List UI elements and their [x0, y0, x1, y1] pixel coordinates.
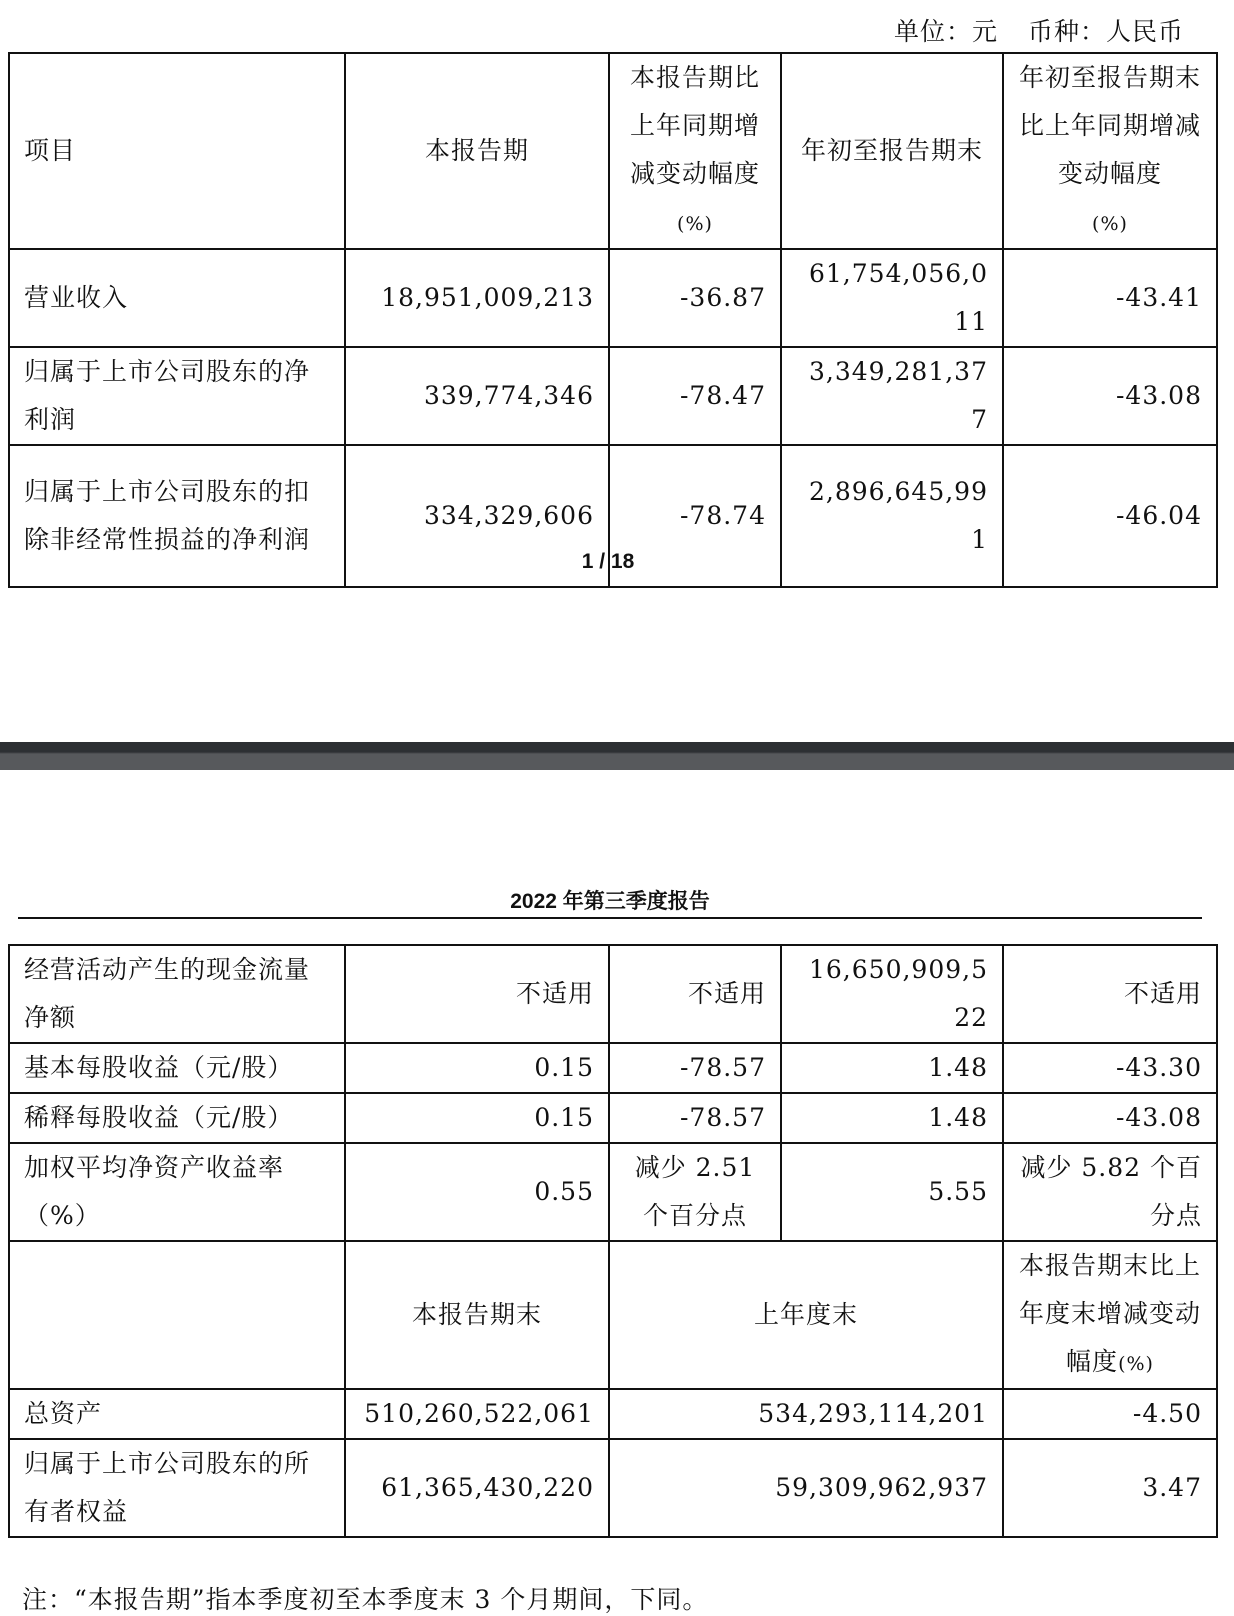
balance-header-row	[9, 1241, 1217, 1389]
header-current-change-text: 本报告期比上年同期增减变动幅度	[629, 63, 760, 188]
row-current-value: 0.15	[345, 1043, 609, 1093]
row-end-of-period-value: 61,365,430,220	[345, 1439, 609, 1537]
table-row	[9, 1093, 1217, 1143]
report-title: 2022 年第三季度报告	[510, 890, 710, 913]
row-current-value: 18,951,009,213	[345, 249, 609, 347]
row-balance-change: -4.50	[1003, 1389, 1217, 1439]
row-current-value: 0.15	[345, 1093, 609, 1143]
key-financials-table	[8, 52, 1218, 588]
header-current-change	[609, 53, 781, 249]
row-ytd-value: 3,349,281,377	[781, 347, 1003, 445]
table-row	[9, 1439, 1217, 1537]
row-item-label: 营业收入	[9, 249, 345, 347]
row-current-change: -78.57	[609, 1093, 781, 1143]
unit-label: 单位：元	[893, 17, 998, 46]
row-end-of-period-value: 510,260,522,061	[345, 1389, 609, 1439]
row-ytd-value: 1.48	[781, 1043, 1003, 1093]
row-ytd-change: -43.41	[1003, 249, 1217, 347]
header-current-period: 本报告期	[345, 53, 609, 249]
header-item: 项目	[9, 53, 345, 249]
row-item-text: 加权平均净资产收益率	[24, 1153, 285, 1182]
row-item-label: 经营活动产生的现金流量净额	[9, 945, 345, 1043]
row-ytd-change: -43.08	[1003, 1093, 1217, 1143]
table-row	[9, 249, 1217, 347]
row-item-label: 归属于上市公司股东的净利润	[9, 347, 345, 445]
row-ytd-value: 2,896,645,991	[781, 445, 1003, 587]
row-balance-change: 3.47	[1003, 1439, 1217, 1537]
header-current-change-unit: (%)	[677, 213, 713, 235]
row-end-of-last-year-value: 534,293,114,201	[609, 1389, 1003, 1439]
row-item-unit: （%）	[24, 1201, 101, 1230]
row-ytd-change: -43.30	[1003, 1043, 1217, 1093]
row-current-value: 334,329,606	[345, 445, 609, 587]
table-header-row	[9, 53, 1217, 249]
row-ytd-change: 不适用	[1003, 945, 1217, 1043]
currency-label: 币种：人民币	[1027, 17, 1184, 46]
row-ytd-change: 减少 5.82 个百分点	[1003, 1143, 1217, 1241]
row-ytd-value: 5.55	[781, 1143, 1003, 1241]
row-item-label: 归属于上市公司股东的扣除非经常性损益的净利润	[9, 445, 345, 587]
row-item-label	[9, 1143, 345, 1241]
table-row	[9, 1389, 1217, 1439]
row-current-change: -78.74	[609, 445, 781, 587]
row-ytd-value: 1.48	[781, 1093, 1003, 1143]
row-ytd-change: -43.08	[1003, 347, 1217, 445]
row-end-of-last-year-value: 59,309,962,937	[609, 1439, 1003, 1537]
row-ytd-change: -46.04	[1003, 445, 1217, 587]
header-end-of-last-year: 上年度末	[609, 1241, 1003, 1389]
table-row	[9, 1043, 1217, 1093]
row-item-label: 稀释每股收益（元/股）	[9, 1093, 345, 1143]
header-ytd: 年初至报告期末	[781, 53, 1003, 249]
row-current-change: -78.47	[609, 347, 781, 445]
page-gap-divider	[0, 742, 1234, 770]
row-current-change: -78.57	[609, 1043, 781, 1093]
key-financials-table-continued	[8, 944, 1218, 1538]
row-current-value: 不适用	[345, 945, 609, 1043]
row-ytd-value: 16,650,909,522	[781, 945, 1003, 1043]
row-current-change: 减少 2.51 个百分点	[609, 1143, 781, 1241]
document-page-1	[0, 0, 1234, 742]
unit-currency-line	[894, 12, 1184, 48]
row-current-value: 339,774,346	[345, 347, 609, 445]
header-balance-change	[1003, 1241, 1217, 1389]
balance-header-empty	[9, 1241, 345, 1389]
header-balance-change-unit: (%)	[1118, 1353, 1154, 1375]
header-balance-change-text: 本报告期末比上年度末增减变动幅度	[1018, 1251, 1201, 1376]
row-current-change: -36.87	[609, 249, 781, 347]
table-row	[9, 347, 1217, 445]
header-end-of-period: 本报告期末	[345, 1241, 609, 1389]
header-ytd-change	[1003, 53, 1217, 249]
row-current-change: 不适用	[609, 945, 781, 1043]
footnote: 注：“本报告期”指本季度初至本季度末 3 个月期间，下同。	[22, 1585, 709, 1614]
table-row	[9, 1143, 1217, 1241]
table-row	[9, 945, 1217, 1043]
row-item-label: 基本每股收益（元/股）	[9, 1043, 345, 1093]
row-current-value: 0.55	[345, 1143, 609, 1241]
row-item-label: 归属于上市公司股东的所有者权益	[9, 1439, 345, 1537]
row-item-label: 总资产	[9, 1389, 345, 1439]
row-ytd-value: 61,754,056,011	[781, 249, 1003, 347]
page-number: 1 / 18	[581, 550, 635, 573]
header-ytd-change-unit: (%)	[1092, 213, 1128, 235]
header-ytd-change-text: 年初至报告期末比上年同期增减变动幅度	[1018, 63, 1201, 188]
document-page-2	[0, 770, 1234, 1616]
header-rule	[18, 917, 1202, 919]
